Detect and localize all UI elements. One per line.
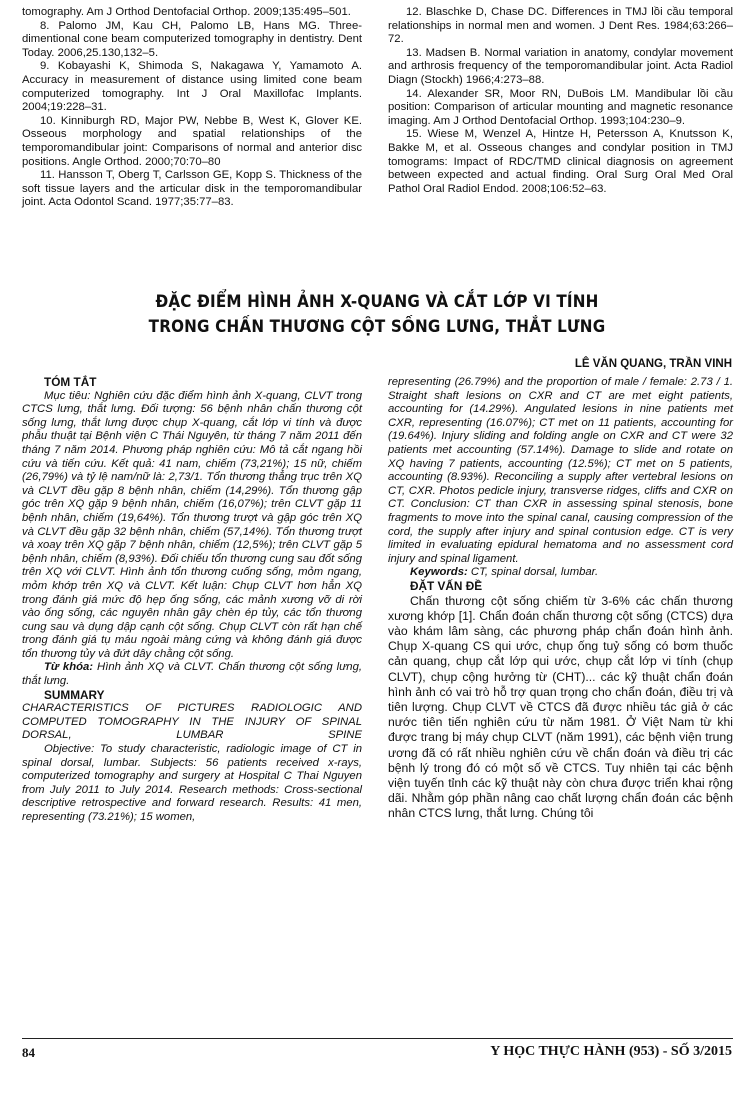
footer-rule [22,1038,733,1039]
intro-heading: ĐẶT VẤN ĐỀ [410,578,483,593]
body-left-column [22,376,362,825]
page-number: 84 [22,1045,35,1060]
reference-item: 8. Palomo JM, Kau CH, Palomo LB, Hans MG. Three-dimentional cone beam computerized tomography in dentistry. Dent Today. 2006,25.130,132–5. [22,19,362,59]
keywords-text: CT, spinal dorsal, lumbar. [470,566,599,579]
summary-body-left: Objective: To study characteristic, radiologic image of CT in spinal dorsal, lumbar. Subjects: 56 patients received x-rays, computerized tomography and surgery at Hospital C Thai Nguyen from July 2011 to July 2014. Research methods: Cross-sectional descriptive retrospective and forward research. Results: 41 men, representing (73.21%); 15 women, [22,743,362,823]
reference-item: 11. Hansson T, Oberg T, Carlsson GE, Kopp S. Thickness of the soft tissue layers and the articular disk in the temporomandibular joint. Acta Odontol Scand. 1977;35:77–83. [22,169,362,209]
references-left-column [22,6,362,210]
summary-body-right: representing (26.79%) and the proportion of male / female: 2.73 / 1. Straight shaft lesions on CXR and CT are met eight patients, accounting for (14.29%). Angulated lesions in nine patients met CXR, representing (16.07%); CT met on 11 patients, accounting for (19.64%). Injury sliding and folding angle on CXR and CT were 32 patients met accounting (57.14%). Damage to slide and rotate on XQ having 7 patients, accounting (12.5%); CT met on 5 patients, accounting (8.93%). Reconciling a supply after vertebral lesions on CT, CXR. Photos pedicle injury, transverse ridges, cliffs and CXR on CT. Conclusion: CT than CXR in assessing spinal stenosis, bone fragments to move into the spinal canal, causing compression of the cord, the supply after injury and spinal contusion edge. CT is very limited in evaluating epidural hematoma and no assessment cord injury and spinal ligament. [388,376,733,565]
abstract-vi-heading: TÓM TẮT [44,375,97,389]
keywords-label: Từ khóa: [44,661,94,674]
abstract-vi-body: Mục tiêu: Nghiên cứu đặc điểm hình ảnh X-quang, CLVT trong CTCS lưng, thắt lưng. Đối tượng: 56 bệnh nhân chấn thương cột sống lưng, thắt lưng được chụp X-quang, cắt lớp vi tính và được phẫu thuật tại Bệnh viện C Thái Nguyên, từ tháng 7 năm 2011 đến tháng 7 năm 2014. Phương pháp nghiên cứu: Mô tả cắt ngang hồi cứu và tiến cứu. Kết quả: 41 nam, chiếm (73,21%); 15 nữ, chiếm (26,79%) và tỷ lệ nam/nữ là: 2,73/1. Tổn thương thẳng trục trên XQ và CLVT đều gặp 8 bệnh nhân, chiếm (14,29%). Tổn thương gập góc trên XQ gặp 9 bệnh nhân, chiếm (16,07%); trên CLVT gặp 11 bệnh nhân, chiếm (19,64%). Tổn thương trượt và gập góc trên XQ và CLVT đều gặp 32 bệnh nhân, chiếm (57,14%). Tổn thương trượt và xoay trên XQ gặp 7 bệnh nhân, chiếm (12,5%); trên CLVT gặp 5 bệnh nhân, chiếm (8,93%). Đối chiếu tổn thương cung sau đốt sống trên XQ với CLVT. Hình ảnh tổn thương cuống sống, mỏm ngang, mỏm khớp trên XQ và CLVT. Kết luận: Chụp CLVT hơn hẳn XQ trong đánh giá mức độ hẹp ống sống, các mảnh xương vỡ di rời vào ống sống, các nguyên nhân gây chèn ép tủy, các tổn thương cung sau và dụng dập cạnh cột sống. Chụp CLVT còn rất hạn chế trong đánh giá tụ máu ngoài màng cứng và không đánh giá được tổn thương tủy và đứt dây chằng cột sống. [22,389,362,660]
keywords-label: Keywords: [410,566,468,579]
abstract-vi-keywords [22,661,362,688]
reference-item: 15. Wiese M, Wenzel A, Hintze H, Petersson A, Knutsson K, Bakke M, et al. Osseous changes and condylar position in TMJ tomograms: Impact of RDC/TMD clinical diagnosis on agreement between expected and actual finding. Oral Surg Oral Med Oral Pathol Oral Radiol Endod. 2008;106:52–63. [388,128,733,195]
reference-item: 13. Madsen B. Normal variation in anatomy, condylar movement and arthrosis frequency of the temporomandibular joint. Acta Radiol Diagn (Stockh) 1966;4:273–88. [388,46,733,86]
summary-title: CHARACTERISTICS OF PICTURES RADIOLOGIC AND COMPUTED TOMOGRAPHY IN THE INJURY OF SPINAL DORSAL, LUMBAR SPINE [22,702,362,742]
reference-item: 10. Kinniburgh RD, Major PW, Nebbe B, West K, Glover KE. Osseous morphology and spatial relationships of the temporomandibular joint: Comparisons of normal and anterior disc positions. Angle Orthod. 2000;70:70–80 [22,114,362,168]
reference-item: tomography. Am J Orthod Dentofacial Orthop. 2009;135:495–501. [22,6,351,18]
reference-item: 12. Blaschke D, Chase DC. Differences in TMJ lồi cầu temporal relationships in normal men and women. J Dent Res. 1984;63:266–72. [388,6,733,46]
body-right-column [388,376,733,822]
reference-item: 14. Alexander SR, Moor RN, DuBois LM. Mandibular lồi cầu position: Comparison of articular mounting and magnetic resonance imaging. Am J Orthod Dentofacial Orthop. 1993;104:230–9. [388,87,733,127]
article-title-line-1: ĐẶC ĐIỂM HÌNH ẢNH X-QUANG VÀ CẮT LỚP VI TÍNH [155,292,599,311]
references-right-column [388,6,733,196]
summary-keywords [388,566,733,580]
article-title-line-2: TRONG CHẤN THƯƠNG CỘT SỐNG LƯNG, THẮT LƯNG [148,317,606,336]
keywords-text: Hình ảnh XQ và CLVT. Chấn thương cột sống lưng, thắt lưng. [22,661,362,688]
summary-heading: SUMMARY [44,687,105,702]
article-authors: LÊ VĂN QUANG, TRẦN VINH [574,358,732,370]
journal-name: Y HỌC THỰC HÀNH (953) - SỐ 3/2015 [490,1044,732,1059]
intro-body: Chấn thương cột sống chiếm từ 3-6% các chấn thương xương khớp [1]. Chẩn đoán chấn thương cột sống (CTCS) dựa vào khám lâm sàng, các phương pháp chẩn đoán hình ảnh. Chụp X-quang CS qui ước, chụp ống tuỷ sống có bơm thuốc cản quang, chụp cắt lớp qui ước, chụp cắt lớp vi tính (chụp CLVT), chụp cộng hưởng từ (CHT)... các kỹ thuật chẩn đoán hình ảnh có vai trò hỗ trợ quan trọng cho chẩn đoán, điều trị và tiên lượng. Chụp CLVT về CTCS đã được nhiều tác giả ở các nước tiên tiến nghiên cứu từ năm 1981. Ở Việt Nam từ khi được trang bị máy chụp CLVT (năm 1991), các bệnh viện trung ương đã có rất nhiều nghiên cứu về chẩn đoán và điều trị các bệnh lý trong đó có một số về CTCS. Tuy nhiên tại các bệnh viện tuyến tỉnh các kỹ thuật này còn chưa được triển khai rộng dãi. Nhằm góp phần nâng cao chất lượng chẩn đoán các bệnh nhân CTCS lưng, thắt lưng. Chúng tôi [388,593,733,821]
reference-item: 9. Kobayashi K, Shimoda S, Nakagawa Y, Yamamoto A. Accuracy in measurement of distance using limited cone beam computerized tomography. Int J Oral Maxillofac Implants. 2004;19:228–31. [22,60,362,114]
